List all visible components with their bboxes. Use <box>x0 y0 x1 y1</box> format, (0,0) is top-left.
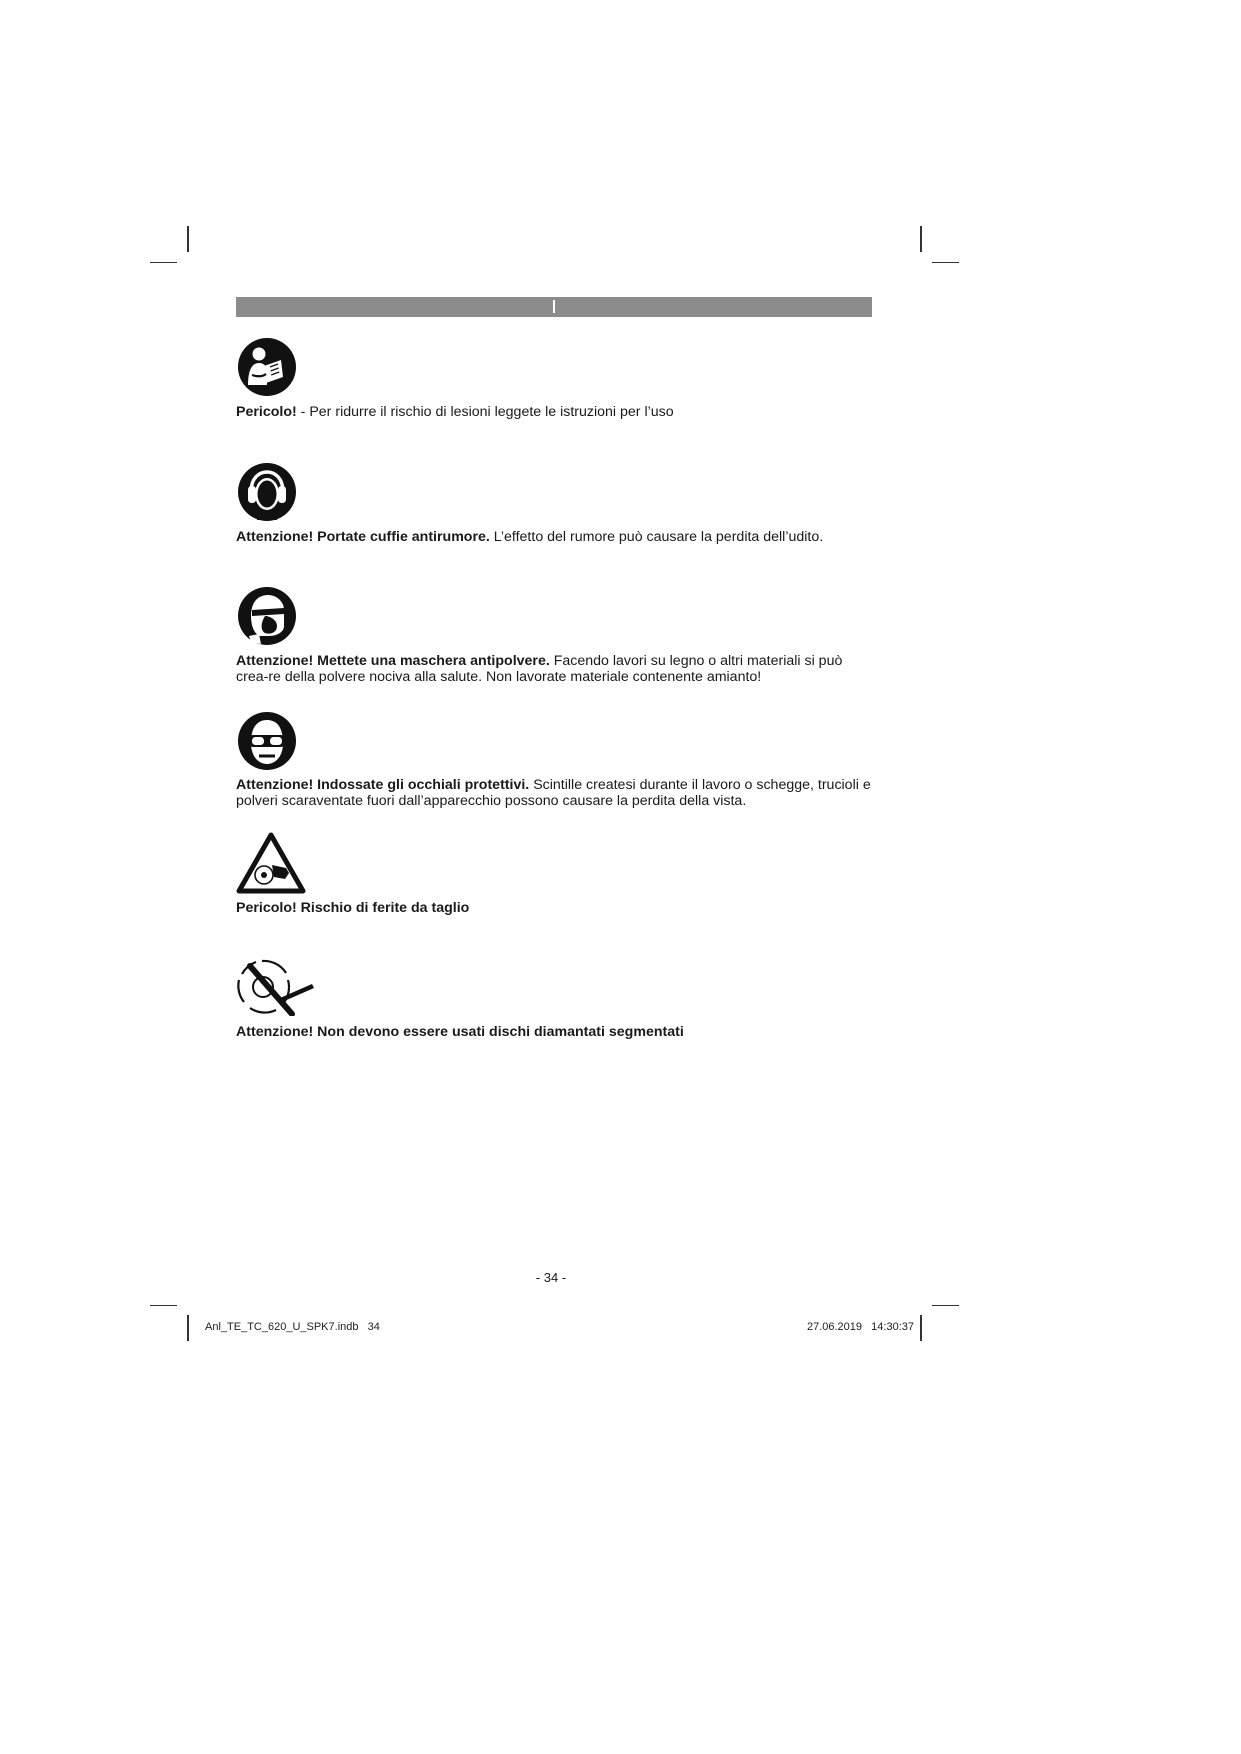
cut-hazard-icon <box>236 832 306 899</box>
ear-protection-icon <box>237 462 297 527</box>
warning-bold: Attenzione! Non devono essere usati dischi diamantati segmentati <box>236 1024 684 1040</box>
crop-mark <box>932 1305 959 1306</box>
no-segmented-diamond-disc-icon <box>236 958 318 1021</box>
warning-body: Scintille createsi durante il lavoro o schegge, trucioli e polveri scaraventate fuori dall’apparecchio possono causare la perdita della vista. <box>236 777 871 809</box>
warning-bold: Attenzione! Mettete una maschera antipolvere. <box>236 653 550 669</box>
warning-bold: Pericolo! Rischio di ferite da taglio <box>236 900 470 916</box>
crop-mark <box>150 1305 177 1306</box>
safety-goggles-icon <box>237 711 297 776</box>
dust-mask-icon <box>237 586 297 651</box>
warning-body: - Per ridurre il rischio di lesioni leggete le istruzioni per l’uso <box>296 404 674 420</box>
warning-bold: Attenzione! Portate cuffie antirumore. <box>236 529 490 545</box>
page-number: - 34 - <box>535 1270 567 1285</box>
crop-mark <box>932 262 959 263</box>
warning-text <box>236 900 872 916</box>
crop-mark <box>920 1315 922 1341</box>
crop-mark <box>150 262 177 263</box>
print-timestamp: 27.06.2019 14:30:37 <box>806 1321 914 1333</box>
warning-bold: Attenzione! Indossate gli occhiali protettivi. <box>236 777 530 793</box>
crop-mark <box>920 226 922 252</box>
warning-text <box>236 404 872 420</box>
read-manual-icon <box>237 337 297 402</box>
warning-body: L’effetto del rumore può causare la perdita dell’udito. <box>489 529 824 545</box>
crop-mark <box>187 1315 189 1341</box>
warning-text <box>236 777 872 809</box>
warning-text <box>236 529 872 545</box>
warning-bold: Pericolo! <box>236 404 297 420</box>
language-code-mark <box>553 300 555 313</box>
warning-body: Facendo lavori su legno o altri materiali si può crea-re della polvere nociva alla salute. Non lavorate materiale contenente amianto! <box>236 653 843 685</box>
crop-mark <box>187 226 189 252</box>
file-slug: Anl_TE_TC_620_U_SPK7.indb 34 <box>205 1321 380 1333</box>
warning-text <box>236 1024 872 1040</box>
warning-text <box>236 653 872 685</box>
